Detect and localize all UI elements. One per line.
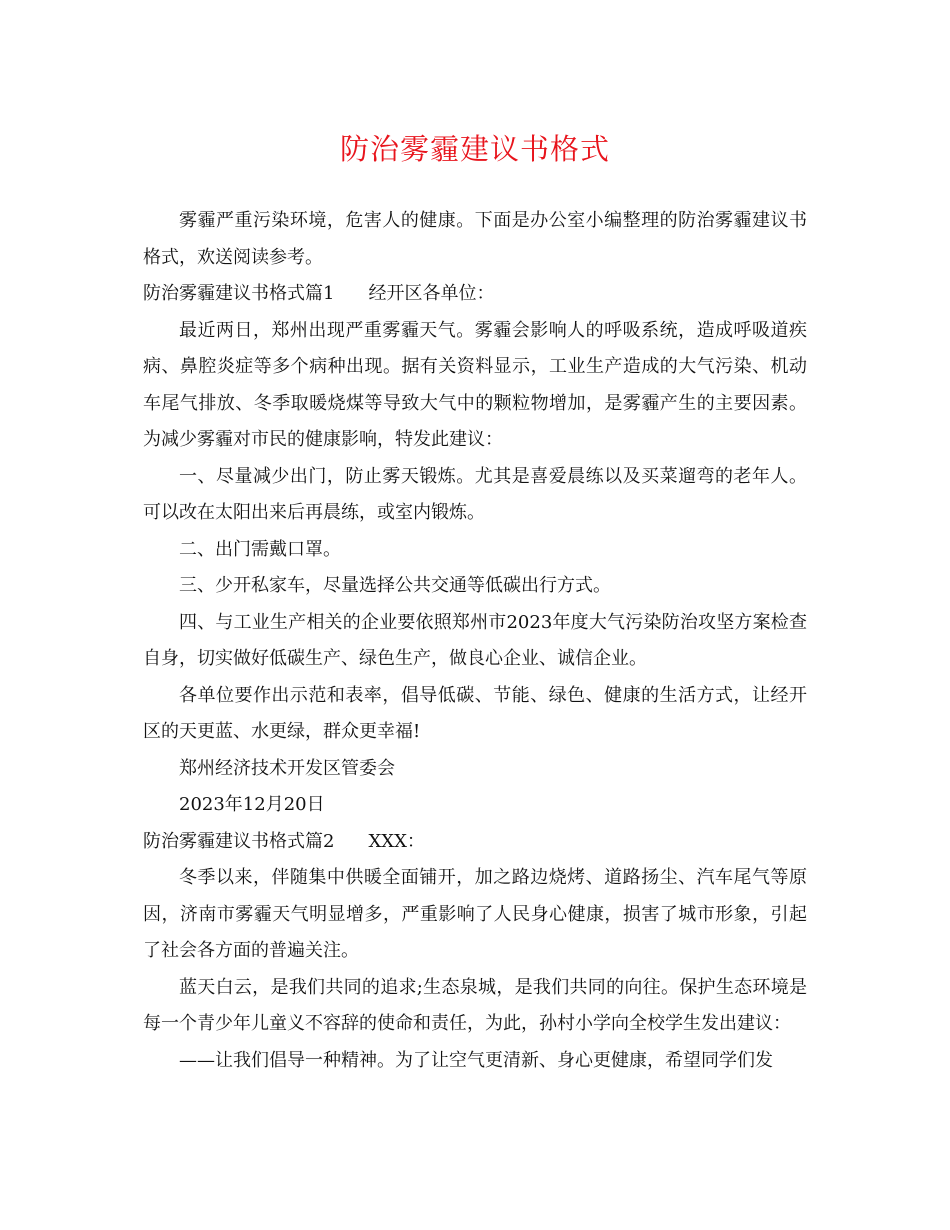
section-1-heading-line [143, 276, 807, 313]
section-1-paragraph: 三、少开私家车，尽量选择公共交通等低碳出行方式。 [179, 575, 611, 596]
document-body [143, 203, 807, 1079]
document-title: 防治雾霾建议书格式 [339, 132, 610, 166]
intro-paragraph: 雾霾严重污染环境，危害人的健康。下面是办公室小编整理的防治雾霾建议书格式，欢送阅读参考。 [143, 210, 807, 268]
section-2-paragraph: 蓝天白云，是我们共同的追求;生态泉城，是我们共同的向往。保护生态环境是每一个青少年儿童义不容辞的使命和责任，为此，孙村小学向全校学生发出建议： [143, 976, 807, 1034]
section-1-paragraph: 二、出门需戴口罩。 [179, 538, 341, 560]
section-1-heading: 防治雾霾建议书格式篇1 [143, 283, 335, 304]
section-1-paragraph: 各单位要作出示范和表率，倡导低碳、节能、绿色、健康的生活方式，让经开区的天更蓝、水更绿，群众更幸福! [143, 684, 807, 742]
section-2-heading: 防治雾霾建议书格式篇2 [143, 830, 335, 852]
section-2-paragraph: 冬季以来，伴随集中供暖全面铺开，加之路边烧烤、道路扬尘、汽车尾气等原因，济南市雾霾天气明显增多，严重影响了人民身心健康，损害了城市形象，引起了社会各方面的普遍关注。 [143, 867, 807, 961]
section-1-paragraph: 一、尽量减少出门，防止雾天锻炼。尤其是喜爱晨练以及买菜遛弯的老年人。可以改在太阳出来后再晨练，或室内锻炼。 [143, 465, 807, 523]
section-1-signature: 郑州经济技术开发区管委会 [179, 757, 395, 779]
section-1-paragraph: 四、与工业生产相关的企业要依照郑州市2023年度大气污染防治攻坚方案检查自身，切实做好低碳生产、绿色生产，做良心企业、诚信企业。 [143, 611, 807, 669]
section-1-paragraph: 最近两日，郑州出现严重雾霾天气。雾霾会影响人的呼吸系统，造成呼吸道疾病、鼻腔炎症等多个病种出现。据有关资料显示，工业生产造成的大气污染、机动车尾气排放、冬季取暖烧煤等导致大气中的颗粒物增加，是雾霾产生的主要因素。为减少雾霾对市民的健康影响，特发此建议： [143, 319, 807, 450]
section-2-paragraph: ——让我们倡导一种精神。为了让空气更清新、身心更健康，希望同学们发 [179, 1049, 773, 1071]
section-1-date: 2023年12月20日 [179, 794, 325, 815]
section-2-addressee: XXX： [368, 830, 425, 852]
section-1-addressee: 经开区各单位： [368, 283, 495, 304]
section-2-heading-line [143, 824, 807, 861]
